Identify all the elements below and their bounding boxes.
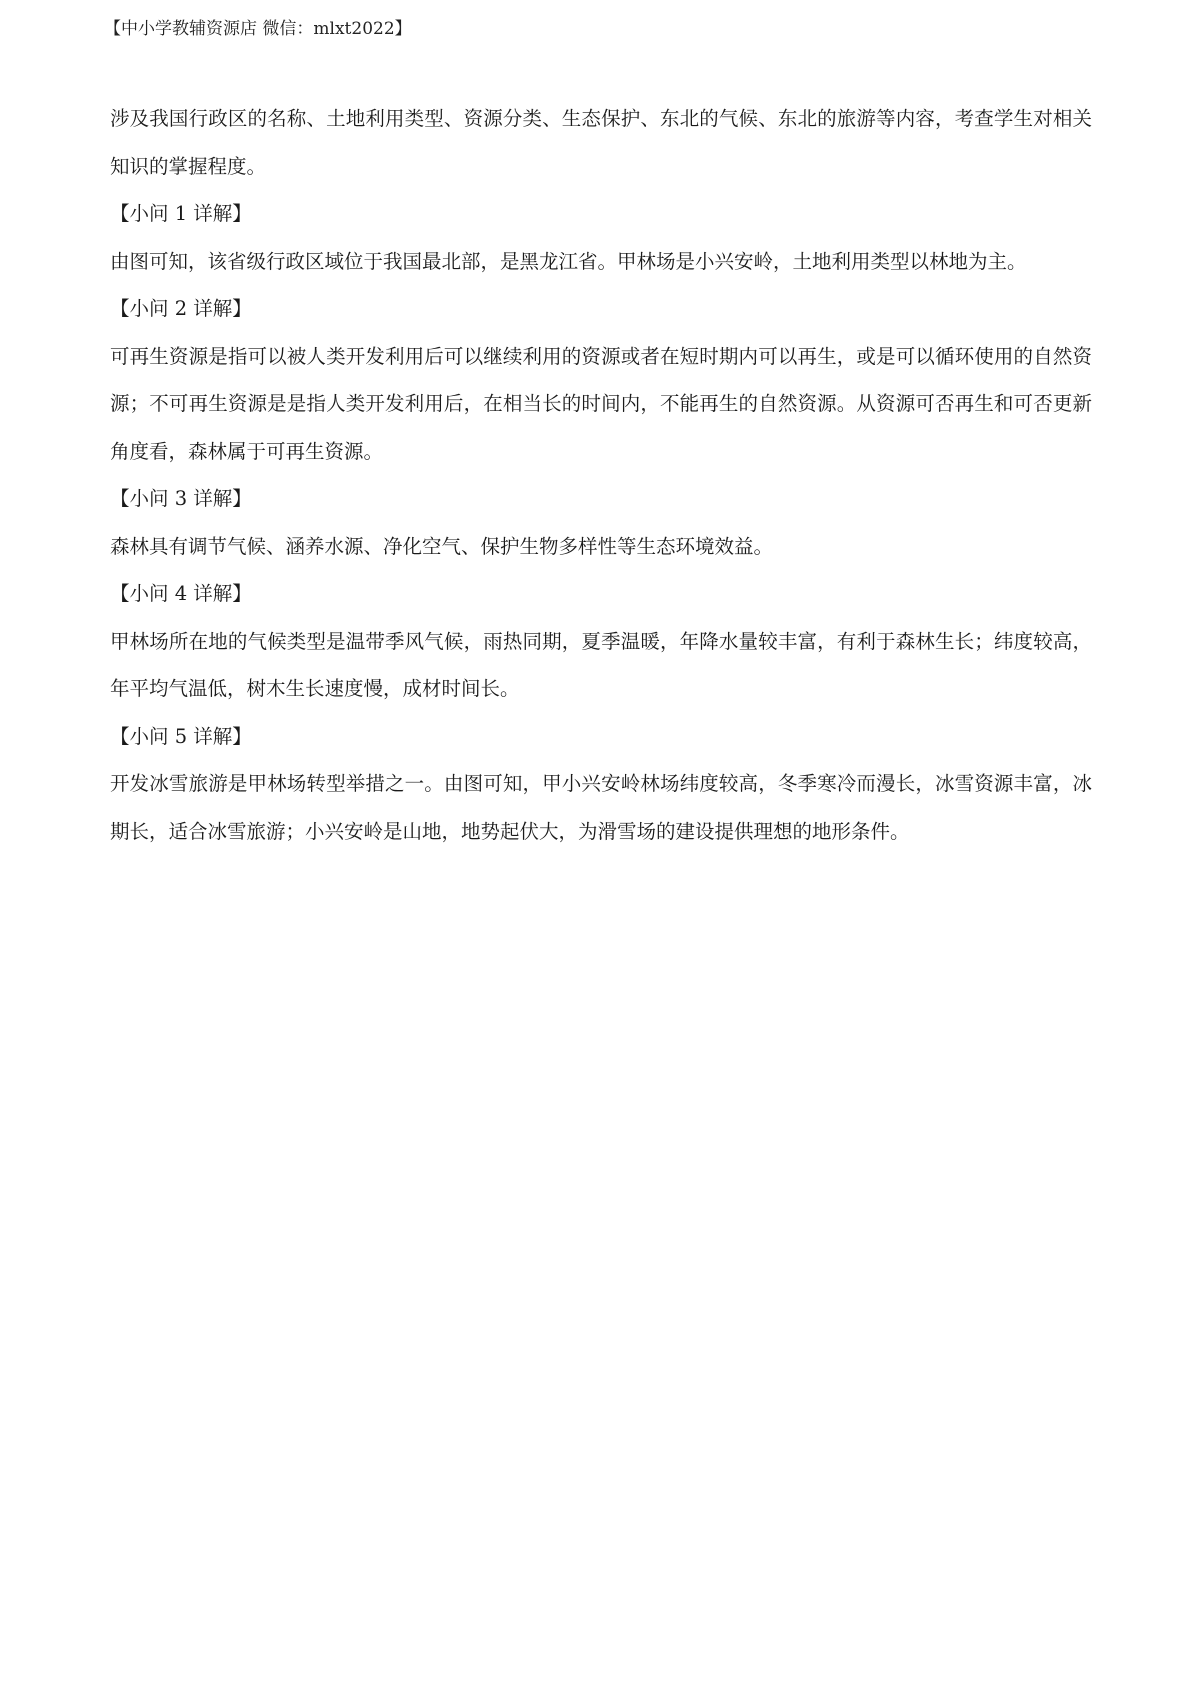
section-heading-3: 【小问 3 详解】 xyxy=(110,487,252,510)
section-heading-1: 【小问 1 详解】 xyxy=(110,202,252,225)
section-body-4: 甲林场所在地的气候类型是温带季风气候，雨热同期，夏季温暖，年降水量较丰富，有利于森林生长；纬度较高，年平均气温低，树木生长速度慢，成材时间长。 xyxy=(110,629,1092,700)
section-body-5: 开发冰雪旅游是甲林场转型举措之一。由图可知，甲小兴安岭林场纬度较高，冬季寒冷而漫长，冰雪资源丰富，冰期长，适合冰雪旅游；小兴安岭是山地，地势起伏大，为滑雪场的建设提供理想的地形条件。 xyxy=(110,772,1092,843)
header-note: 【中小学教辅资源店 微信：mlxt2022】 xyxy=(104,19,412,39)
section-body-1: 由图可知，该省级行政区域位于我国最北部，是黑龙江省。甲林场是小兴安岭，土地利用类型以林地为主。 xyxy=(110,249,1027,273)
section-heading-4: 【小问 4 详解】 xyxy=(110,582,252,605)
section-body-3: 森林具有调节气候、涵养水源、净化空气、保护生物多样性等生态环境效益。 xyxy=(110,534,774,558)
answer-content xyxy=(110,95,1092,855)
intro-paragraph: 涉及我国行政区的名称、土地利用类型、资源分类、生态保护、东北的气候、东北的旅游等内容，考查学生对相关知识的掌握程度。 xyxy=(110,107,1092,178)
section-body-2: 可再生资源是指可以被人类开发利用后可以继续利用的资源或者在短时期内可以再生，或是可以循环使用的自然资源；不可再生资源是是指人类开发利用后，在相当长的时间内，不能再生的自然资源。从资源可否再生和可否更新角度看，森林属于可再生资源。 xyxy=(110,344,1092,463)
section-heading-2: 【小问 2 详解】 xyxy=(110,297,252,320)
section-heading-5: 【小问 5 详解】 xyxy=(110,724,252,748)
